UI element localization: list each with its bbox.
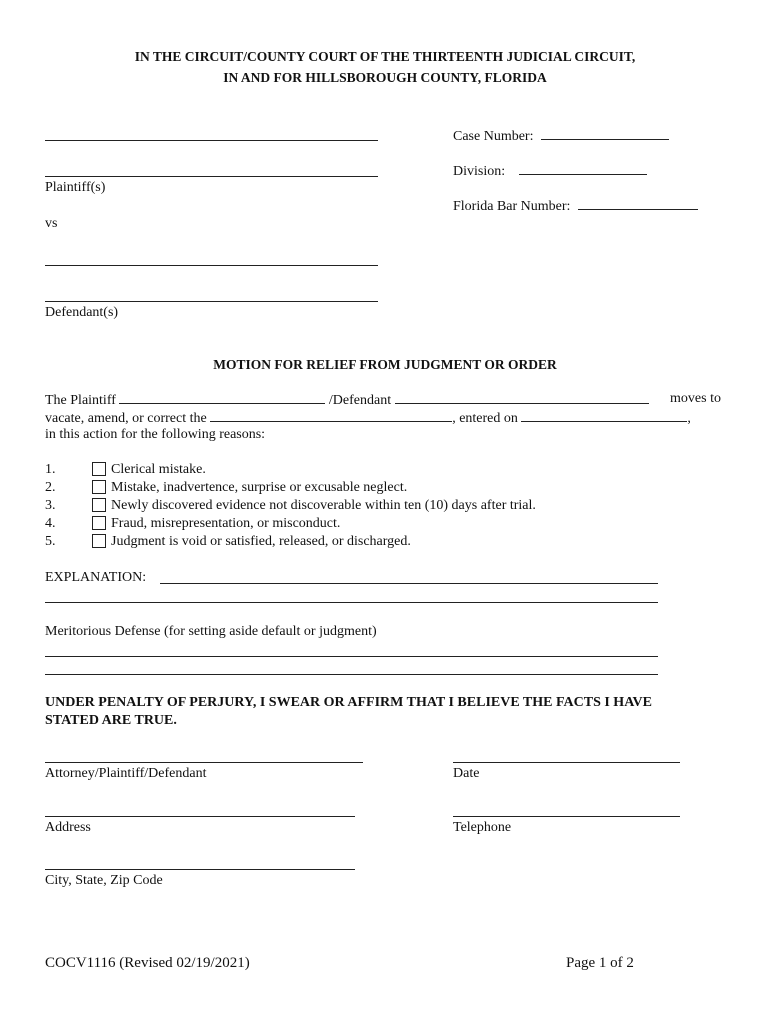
motion-title: MOTION FOR RELIEF FROM JUDGMENT OR ORDER — [213, 357, 557, 372]
reason-checkbox-new-evidence[interactable] — [92, 498, 106, 512]
defendant-name-line-2[interactable] — [45, 301, 378, 302]
reason-label: Fraud, misrepresentation, or misconduct. — [111, 516, 341, 531]
date-line[interactable] — [453, 762, 680, 763]
plaintiff-name-blank[interactable] — [119, 390, 325, 404]
page-number: Page 1 of 2 — [566, 955, 634, 971]
reason-checkbox-void[interactable] — [92, 534, 106, 548]
telephone-label: Telephone — [453, 820, 512, 835]
address-line[interactable] — [45, 816, 355, 817]
reason-label: Clerical mistake. — [111, 462, 206, 477]
reason-checkbox-mistake[interactable] — [92, 480, 106, 494]
division-blank[interactable] — [519, 161, 647, 175]
case-number-label: Case Number: — [453, 129, 534, 144]
bar-number-blank[interactable] — [578, 196, 698, 210]
city-state-zip-label: City, State, Zip Code — [45, 873, 163, 888]
defendant-name-line-1[interactable] — [45, 265, 378, 266]
reason-label: Mistake, inadvertence, surprise or excusable neglect. — [111, 480, 408, 495]
defendant-label: Defendant(s) — [45, 305, 119, 320]
attorney-label: Attorney/Plaintiff/Defendant — [45, 766, 207, 781]
reason-label: Judgment is void or satisfied, released, or discharged. — [111, 534, 411, 549]
motion-line-1 — [45, 390, 721, 409]
court-title-line2: IN AND FOR HILLSBOROUGH COUNTY, FLORIDA — [223, 70, 547, 85]
division-field — [453, 161, 647, 180]
meritorious-defense-line-2[interactable] — [45, 674, 658, 675]
vs-label: vs — [45, 216, 58, 231]
telephone-line[interactable] — [453, 816, 680, 817]
oath-line-1: UNDER PENALTY OF PERJURY, I SWEAR OR AFFIRM THAT I BELIEVE THE FACTS I HAVE — [45, 695, 652, 710]
defendant-text: /Defendant — [328, 393, 392, 408]
reason-number: 1. — [45, 462, 56, 477]
date-label: Date — [453, 766, 480, 781]
defendant-name-blank[interactable] — [395, 390, 649, 404]
reason-number: 4. — [45, 516, 56, 531]
reason-number: 3. — [45, 498, 56, 513]
case-number-blank[interactable] — [541, 126, 669, 140]
case-number-field — [453, 126, 669, 145]
plaintiff-name-line-1[interactable] — [45, 140, 378, 141]
plaintiff-label: Plaintiff(s) — [45, 180, 106, 195]
comma-text: , — [687, 411, 691, 426]
bar-number-field — [453, 196, 698, 215]
reason-number: 5. — [45, 534, 56, 549]
attorney-signature-line[interactable] — [45, 762, 363, 763]
explanation-line-2[interactable] — [45, 602, 658, 603]
address-label: Address — [45, 820, 91, 835]
city-state-zip-line[interactable] — [45, 869, 355, 870]
reason-checkbox-fraud[interactable] — [92, 516, 106, 530]
explanation-line-1[interactable] — [160, 583, 658, 584]
moves-to-text: moves to — [670, 391, 721, 406]
form-id: COCV1116 (Revised 02/19/2021) — [45, 955, 250, 971]
meritorious-defense-line-1[interactable] — [45, 656, 658, 657]
bar-number-label: Florida Bar Number: — [453, 199, 571, 214]
judgment-order-blank[interactable] — [210, 408, 452, 422]
entered-date-blank[interactable] — [521, 408, 687, 422]
vacate-text: vacate, amend, or correct the — [45, 411, 207, 426]
plaintiff-text: The Plaintiff — [45, 393, 116, 408]
division-label: Division: — [453, 164, 506, 179]
reason-label: Newly discovered evidence not discoverable within ten (10) days after trial. — [111, 498, 536, 513]
entered-on-text: , entered on — [452, 411, 518, 426]
reasons-intro: in this action for the following reasons: — [45, 427, 266, 442]
reason-number: 2. — [45, 480, 56, 495]
explanation-label: EXPLANATION: — [45, 570, 147, 585]
motion-line-2 — [45, 408, 691, 427]
court-title-line1: IN THE CIRCUIT/COUNTY COURT OF THE THIRTEENTH JUDICIAL CIRCUIT, — [134, 49, 636, 64]
plaintiff-name-line-2[interactable] — [45, 176, 378, 177]
reason-checkbox-clerical[interactable] — [92, 462, 106, 476]
meritorious-defense-label: Meritorious Defense (for setting aside default or judgment) — [45, 624, 377, 639]
oath-line-2: STATED ARE TRUE. — [45, 713, 177, 728]
